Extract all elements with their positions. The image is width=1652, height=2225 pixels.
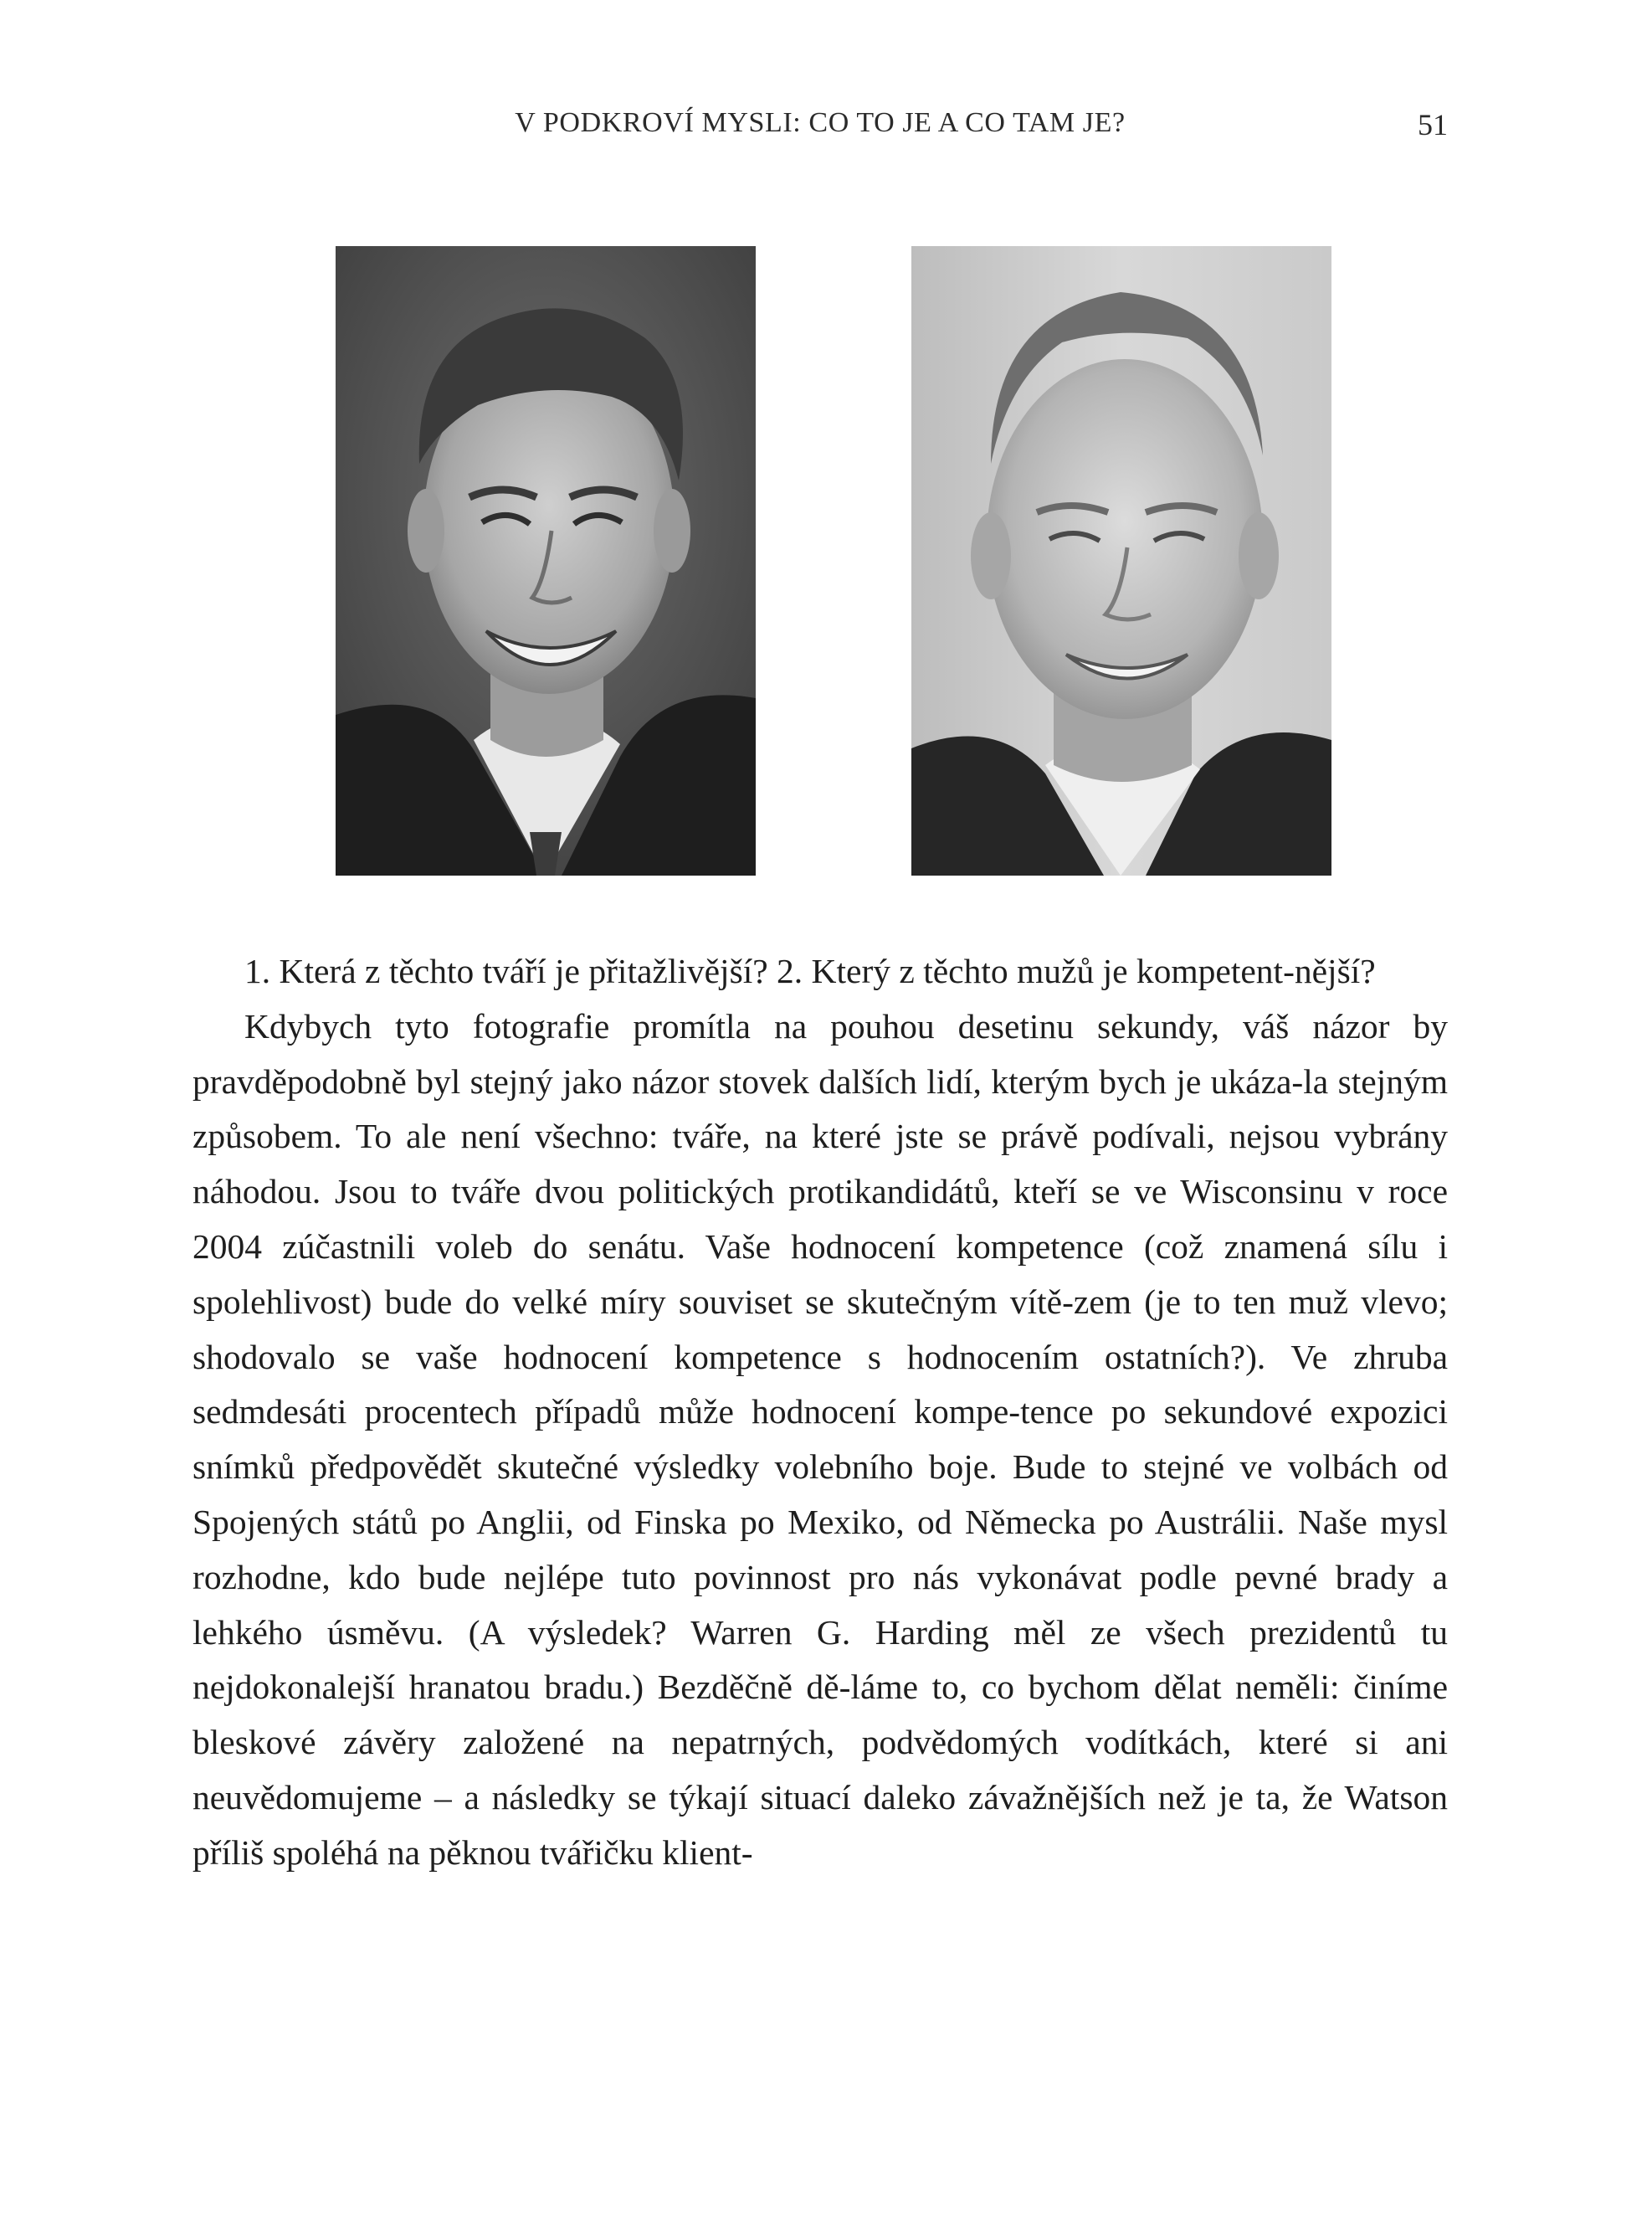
portrait-photo-icon: [336, 246, 756, 876]
left-candidate-photo: [336, 246, 756, 876]
page-number: 51: [1418, 108, 1448, 141]
running-head: [192, 107, 1448, 149]
running-title: V PODKROVÍ MYSLI: CO TO JE A CO TAM JE?: [515, 107, 1126, 138]
body-text: [192, 944, 1448, 1881]
body-paragraph: Kdybych tyto fotografie promítla na pouhou desetinu sekundy, váš názor by pravděpodobně byl stejný jako názor stovek dalších lidí, kterým bych je ukáza-la stejným způsobem. To ale není všechno: tváře, na které jste se právě podívali, nejsou vybrány náhodou. Jsou to tváře dvou politických protikandidátů, kteří se ve Wisconsinu v roce 2004 zúčastnili voleb do senátu. Vaše hodnocení kompetence (což znamená sílu i spolehlivost) bude do velké míry souviset se skutečným vítě-zem (je to ten muž vlevo; shodovalo se vaše hodnocení kompetence s hodnocením ostatních?). Ve zhruba sedmdesáti procentech případů může hodnocení kompe-tence po sekundové expozici snímků předpovědět skutečné výsledky volebního boje. Bude to stejné ve volbách od Spojených států po Anglii, od Finska po Mexiko, od Německa po Austrálii. Naše mysl rozhodne, kdo bude nejlépe tuto povinnost pro nás vykonávat podle pevné brady a lehkého úsměvu. (A výsledek? Warren G. Harding měl ze všech prezidentů tu nejdokonalejší hranatou bradu.) Bezděčně dě-láme to, co bychom dělat neměli: činíme bleskové závěry založené na nepatrných, podvědomých vodítkách, které si ani neuvědomujeme – a následky se týkají situací daleko závažnějších než je ta, že Watson příliš spoléhá na pěknou tvářičku klient-: [192, 1006, 1448, 1872]
figure-caption-questions: 1. Která z těchto tváří je přitažlivější? 2. Který z těchto mužů je kompetent-nější?: [244, 952, 1376, 990]
right-candidate-photo: [911, 246, 1331, 876]
portrait-photo-icon: [911, 246, 1331, 876]
